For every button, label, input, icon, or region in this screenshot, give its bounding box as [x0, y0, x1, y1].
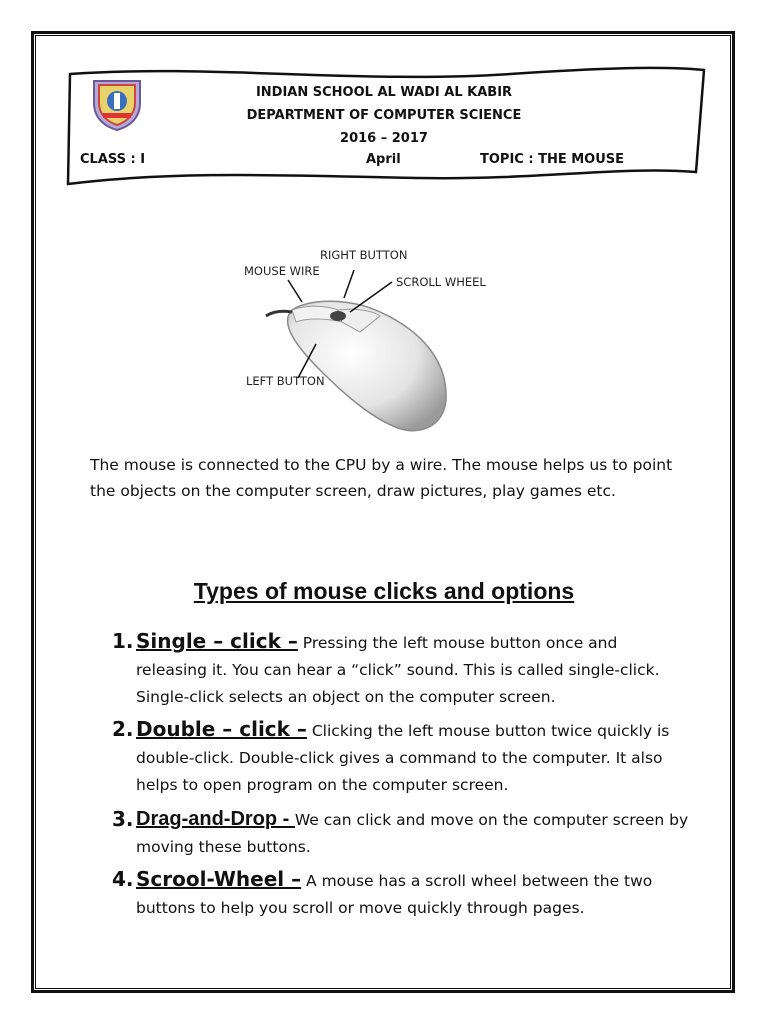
item-text: Pressing the left mouse button once and releasing it. You can hear a “click” sound. This is called single-click. Single-click selects an object on the computer screen. [136, 634, 660, 706]
mouse-illustration [230, 240, 530, 440]
label-right-button: RIGHT BUTTON [320, 248, 408, 262]
label-mouse-wire: MOUSE WIRE [244, 264, 320, 278]
header-banner [60, 62, 710, 192]
item-term: Double – click – [136, 717, 307, 741]
item-number: 1. [112, 629, 134, 653]
section-heading: Types of mouse clicks and options [193, 578, 575, 604]
month-label: April [366, 152, 401, 167]
label-left-button: LEFT BUTTON [246, 374, 325, 388]
item-text: We can click and move on the computer screen by moving these buttons. [136, 811, 689, 856]
item-term: Drag-and-Drop - [136, 808, 295, 830]
item-term: Single – click – [136, 629, 298, 653]
topic-label: TOPIC : THE MOUSE [480, 152, 625, 167]
academic-year: 2016 – 2017 [340, 131, 428, 146]
item-number: 4. [112, 867, 134, 891]
item-text: Clicking the left mouse button twice quickly is double-click. Double-click gives a command to the computer. It also helps to open program on the computer screen. [136, 722, 670, 794]
label-scroll-wheel: SCROLL WHEEL [396, 275, 486, 289]
item-number: 3. [112, 807, 134, 831]
list-item [112, 866, 692, 922]
list-item [112, 628, 692, 711]
list-item [112, 806, 692, 861]
list-item [112, 716, 692, 799]
school-name: INDIAN SCHOOL AL WADI AL KABIR [255, 85, 513, 100]
item-number: 2. [112, 717, 134, 741]
intro-paragraph: The mouse is connected to the CPU by a wire. The mouse helps us to point the objects on the computer screen, draw pictures, play games etc. [90, 456, 673, 500]
item-term: Scrool-Wheel – [136, 867, 302, 891]
department-name: DEPARTMENT OF COMPUTER SCIENCE [246, 108, 522, 123]
class-label: CLASS : I [80, 152, 146, 167]
item-text: A mouse has a scroll wheel between the two buttons to help you scroll or move quickly through pages. [136, 872, 653, 917]
